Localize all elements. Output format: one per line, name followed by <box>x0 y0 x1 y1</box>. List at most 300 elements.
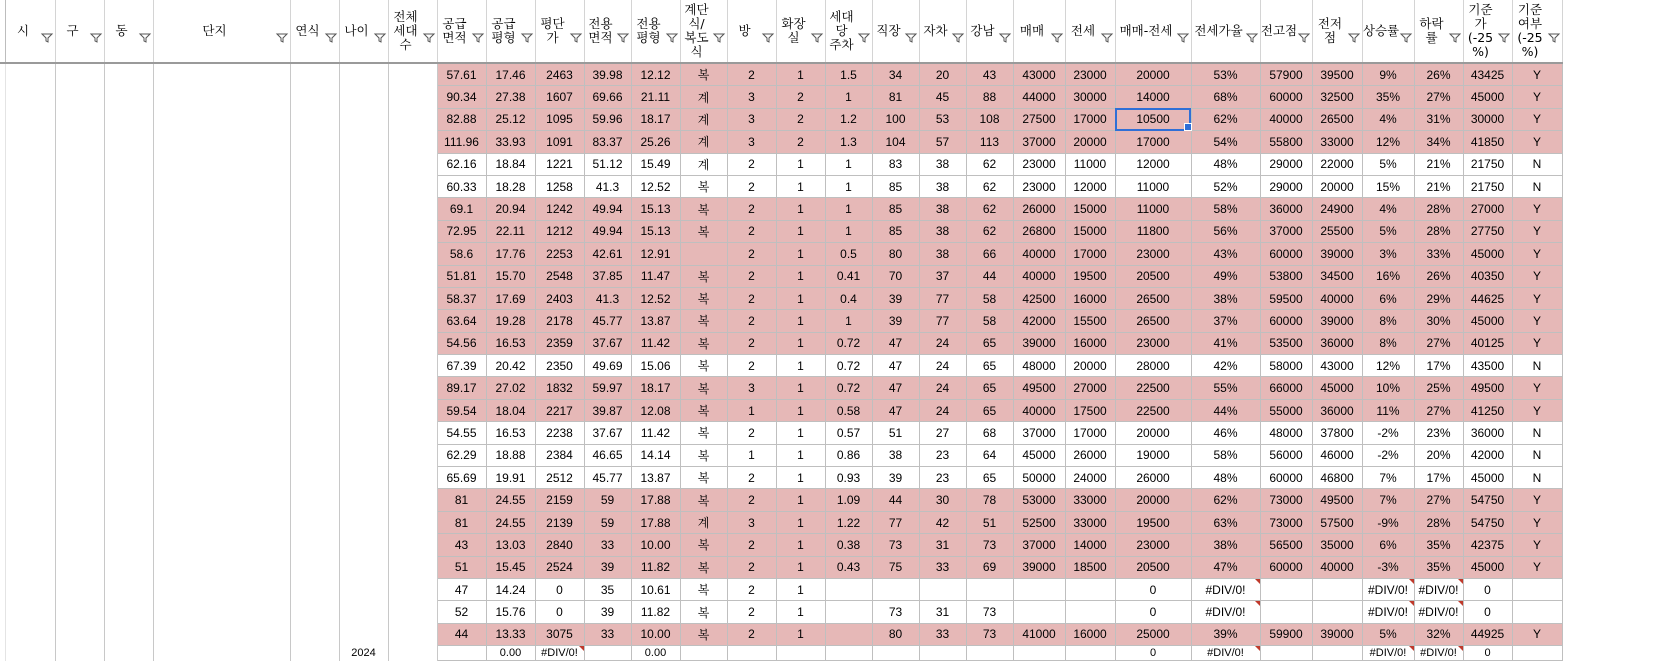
cell-jeongojeom[interactable]: 60000 <box>1260 86 1312 108</box>
cell-si[interactable] <box>5 489 55 511</box>
cell-gyedan[interactable]: 계 <box>680 108 727 130</box>
cell-jeon_m2[interactable]: 49.94 <box>584 220 631 242</box>
cell-sedae[interactable] <box>388 556 437 578</box>
filter-icon[interactable] <box>326 30 336 38</box>
cell-jeonse[interactable]: 17500 <box>1065 399 1115 421</box>
cell-jeongojeom[interactable]: 29000 <box>1260 175 1312 197</box>
cell-gong_py[interactable]: 17.76 <box>486 243 535 265</box>
cell-gu[interactable] <box>55 108 104 130</box>
cell-base_price[interactable]: 45000 <box>1463 310 1512 332</box>
cell-jeon_m2[interactable]: 59.97 <box>584 377 631 399</box>
cell-gap[interactable]: 22500 <box>1115 377 1191 399</box>
cell-maemae[interactable]: 39000 <box>1013 556 1065 578</box>
cell-jeon_m2[interactable]: 33 <box>584 534 631 556</box>
cell-dong[interactable] <box>104 175 153 197</box>
cell-jeonse[interactable]: 15500 <box>1065 310 1115 332</box>
cell-si[interactable] <box>5 198 55 220</box>
cell-jeonjeojeom[interactable] <box>1312 601 1362 623</box>
cell-gong_py[interactable]: 15.70 <box>486 265 535 287</box>
cell-gu[interactable] <box>55 467 104 489</box>
cell-maemae[interactable]: 26000 <box>1013 198 1065 220</box>
cell-jeonjeojeom[interactable]: 45000 <box>1312 377 1362 399</box>
cell-gong_m2[interactable]: 43 <box>437 534 486 556</box>
cell-gyedan[interactable]: 복 <box>680 467 727 489</box>
cell-jacha[interactable]: 53 <box>919 108 966 130</box>
column-header-up[interactable] <box>1362 0 1414 63</box>
cell-jeon_m2[interactable]: 45.77 <box>584 310 631 332</box>
cell-jacha[interactable]: 33 <box>919 623 966 645</box>
cell-gap[interactable]: 22500 <box>1115 399 1191 421</box>
cell-jeongojeom[interactable]: 53800 <box>1260 265 1312 287</box>
cell-bang[interactable]: 2 <box>727 332 776 354</box>
cell-pyeongdan[interactable]: #DIV/0! <box>535 646 584 661</box>
cell-base_price[interactable]: 36000 <box>1463 422 1512 444</box>
cell-jeon_py[interactable]: 25.26 <box>631 131 680 153</box>
cell-jeon_m2[interactable]: 39 <box>584 601 631 623</box>
cell-nai[interactable] <box>339 355 388 377</box>
cell-base_yn[interactable]: Y <box>1512 198 1562 220</box>
cell-jikjang[interactable]: 83 <box>872 153 919 175</box>
cell-si[interactable] <box>5 265 55 287</box>
cell-jeonse_rate[interactable]: 49% <box>1191 265 1260 287</box>
cell-danji[interactable] <box>153 377 290 399</box>
cell-danji[interactable] <box>153 310 290 332</box>
cell-bang[interactable]: 2 <box>727 243 776 265</box>
cell-gu[interactable] <box>55 556 104 578</box>
cell-jikjang[interactable]: 85 <box>872 175 919 197</box>
cell-pyeongdan[interactable]: 1221 <box>535 153 584 175</box>
cell-jeon_py[interactable]: 13.87 <box>631 467 680 489</box>
cell-jeon_py[interactable]: 11.42 <box>631 422 680 444</box>
cell-down[interactable]: 28% <box>1414 198 1463 220</box>
cell-gap[interactable]: 19000 <box>1115 444 1191 466</box>
cell-jeonse[interactable] <box>1065 646 1115 661</box>
cell-gong_py[interactable]: 17.46 <box>486 63 535 86</box>
cell-up[interactable]: 12% <box>1362 131 1414 153</box>
cell-jeon_py[interactable]: 15.06 <box>631 355 680 377</box>
cell-danji[interactable] <box>153 198 290 220</box>
cell-pyeongdan[interactable]: 2238 <box>535 422 584 444</box>
cell-maemae[interactable]: 48000 <box>1013 355 1065 377</box>
cell-gap[interactable]: 26000 <box>1115 467 1191 489</box>
column-header-dong[interactable] <box>104 0 153 63</box>
cell-down[interactable]: 35% <box>1414 534 1463 556</box>
cell-jeongojeom[interactable]: 40000 <box>1260 108 1312 130</box>
cell-jeon_py[interactable]: 11.47 <box>631 265 680 287</box>
cell-jeonse[interactable] <box>1065 601 1115 623</box>
cell-yeonsik[interactable] <box>290 623 339 645</box>
cell-gangnam[interactable]: 62 <box>966 198 1013 220</box>
cell-juchha[interactable]: 0.72 <box>825 377 872 399</box>
cell-jeonse_rate[interactable]: 68% <box>1191 86 1260 108</box>
cell-jeon_py[interactable]: 11.82 <box>631 601 680 623</box>
cell-down[interactable]: #DIV/0! <box>1414 601 1463 623</box>
cell-down[interactable]: 26% <box>1414 265 1463 287</box>
cell-jeon_m2[interactable]: 49.94 <box>584 198 631 220</box>
cell-danji[interactable] <box>153 86 290 108</box>
cell-si[interactable] <box>5 467 55 489</box>
cell-jikjang[interactable]: 51 <box>872 422 919 444</box>
cell-jeon_py[interactable]: 17.88 <box>631 511 680 533</box>
cell-sedae[interactable] <box>388 175 437 197</box>
cell-sedae[interactable] <box>388 310 437 332</box>
cell-jikjang[interactable]: 100 <box>872 108 919 130</box>
column-header-danji[interactable] <box>153 0 290 63</box>
cell-jacha[interactable]: 45 <box>919 86 966 108</box>
cell-dong[interactable] <box>104 153 153 175</box>
cell-jeonjeojeom[interactable]: 39500 <box>1312 63 1362 86</box>
cell-gu[interactable] <box>55 646 104 661</box>
cell-jeonse[interactable] <box>1065 578 1115 600</box>
cell-danji[interactable] <box>153 63 290 86</box>
cell-jeongojeom[interactable]: 37000 <box>1260 220 1312 242</box>
cell-gong_py[interactable]: 20.94 <box>486 198 535 220</box>
cell-jeonse_rate[interactable]: 46% <box>1191 422 1260 444</box>
cell-jeongojeom[interactable]: 59500 <box>1260 287 1312 309</box>
cell-sedae[interactable] <box>388 489 437 511</box>
cell-juchha[interactable]: 1 <box>825 86 872 108</box>
cell-gap[interactable]: 10500 <box>1115 108 1191 130</box>
cell-juchha[interactable]: 0.4 <box>825 287 872 309</box>
cell-base_yn[interactable]: N <box>1512 153 1562 175</box>
cell-jikjang[interactable]: 73 <box>872 601 919 623</box>
cell-dong[interactable] <box>104 646 153 661</box>
cell-yeonsik[interactable] <box>290 175 339 197</box>
cell-down[interactable]: #DIV/0! <box>1414 578 1463 600</box>
cell-hwajang[interactable]: 1 <box>776 534 825 556</box>
cell-pyeongdan[interactable]: 2159 <box>535 489 584 511</box>
cell-gap[interactable]: 12000 <box>1115 153 1191 175</box>
cell-down[interactable]: 32% <box>1414 623 1463 645</box>
cell-gong_m2[interactable]: 60.33 <box>437 175 486 197</box>
cell-gangnam[interactable]: 62 <box>966 175 1013 197</box>
cell-nai[interactable] <box>339 623 388 645</box>
cell-hwajang[interactable]: 1 <box>776 220 825 242</box>
cell-base_price[interactable]: 27000 <box>1463 198 1512 220</box>
cell-hwajang[interactable]: 2 <box>776 86 825 108</box>
cell-nai[interactable] <box>339 86 388 108</box>
cell-si[interactable] <box>5 332 55 354</box>
cell-jeonse_rate[interactable]: 41% <box>1191 332 1260 354</box>
cell-jikjang[interactable]: 39 <box>872 310 919 332</box>
cell-down[interactable]: 17% <box>1414 355 1463 377</box>
cell-base_yn[interactable]: Y <box>1512 265 1562 287</box>
cell-gong_py[interactable]: 13.03 <box>486 534 535 556</box>
filter-icon[interactable] <box>1349 30 1359 38</box>
cell-pyeongdan[interactable]: 1212 <box>535 220 584 242</box>
cell-jacha[interactable]: 38 <box>919 198 966 220</box>
cell-danji[interactable] <box>153 444 290 466</box>
column-header-jikjang[interactable] <box>872 0 919 63</box>
cell-base_price[interactable]: 40125 <box>1463 332 1512 354</box>
cell-jeon_m2[interactable]: 39.98 <box>584 63 631 86</box>
cell-jeongojeom[interactable]: 73000 <box>1260 511 1312 533</box>
column-header-gap[interactable] <box>1115 0 1191 63</box>
cell-bang[interactable]: 2 <box>727 265 776 287</box>
cell-dong[interactable] <box>104 131 153 153</box>
cell-juchha[interactable]: 1 <box>825 220 872 242</box>
cell-jeon_py[interactable]: 12.52 <box>631 175 680 197</box>
cell-dong[interactable] <box>104 556 153 578</box>
cell-juchha[interactable] <box>825 646 872 661</box>
cell-jeongojeom[interactable]: 53500 <box>1260 332 1312 354</box>
cell-hwajang[interactable]: 1 <box>776 623 825 645</box>
cell-jikjang[interactable]: 34 <box>872 63 919 86</box>
filter-icon[interactable] <box>473 30 483 38</box>
cell-jeonjeojeom[interactable]: 46000 <box>1312 444 1362 466</box>
cell-nai[interactable] <box>339 332 388 354</box>
cell-yeonsik[interactable] <box>290 444 339 466</box>
filter-icon[interactable] <box>1052 30 1062 38</box>
column-header-sedae[interactable] <box>388 0 437 63</box>
cell-maemae[interactable]: 42500 <box>1013 287 1065 309</box>
cell-jeonse[interactable]: 18500 <box>1065 556 1115 578</box>
cell-gap[interactable]: 23000 <box>1115 534 1191 556</box>
fill-handle[interactable] <box>1184 123 1192 131</box>
cell-maemae[interactable]: 26800 <box>1013 220 1065 242</box>
cell-down[interactable]: 35% <box>1414 556 1463 578</box>
cell-dong[interactable] <box>104 108 153 130</box>
cell-danji[interactable] <box>153 265 290 287</box>
cell-jeon_py[interactable]: 12.91 <box>631 243 680 265</box>
cell-jacha[interactable]: 77 <box>919 310 966 332</box>
cell-si[interactable] <box>5 534 55 556</box>
filter-icon[interactable] <box>763 30 773 38</box>
cell-yeonsik[interactable] <box>290 399 339 421</box>
cell-gong_py[interactable]: 0.00 <box>486 646 535 661</box>
column-header-down[interactable] <box>1414 0 1463 63</box>
cell-sedae[interactable] <box>388 601 437 623</box>
cell-gyedan[interactable]: 복 <box>680 623 727 645</box>
cell-gyedan[interactable]: 복 <box>680 198 727 220</box>
cell-hwajang[interactable]: 2 <box>776 108 825 130</box>
cell-base_yn[interactable]: Y <box>1512 511 1562 533</box>
cell-up[interactable]: 6% <box>1362 534 1414 556</box>
cell-sedae[interactable] <box>388 623 437 645</box>
cell-down[interactable]: 21% <box>1414 153 1463 175</box>
cell-gong_m2[interactable]: 81 <box>437 489 486 511</box>
cell-dong[interactable] <box>104 355 153 377</box>
filter-icon[interactable] <box>859 30 869 38</box>
cell-pyeongdan[interactable]: 2512 <box>535 467 584 489</box>
cell-gap[interactable]: 23000 <box>1115 332 1191 354</box>
cell-base_price[interactable]: 30000 <box>1463 108 1512 130</box>
cell-sedae[interactable] <box>388 220 437 242</box>
cell-gu[interactable] <box>55 287 104 309</box>
cell-down[interactable]: 28% <box>1414 220 1463 242</box>
cell-gu[interactable] <box>55 175 104 197</box>
cell-gap[interactable]: 26500 <box>1115 287 1191 309</box>
filter-icon[interactable] <box>1102 30 1112 38</box>
cell-jeon_m2[interactable]: 37.85 <box>584 265 631 287</box>
cell-pyeongdan[interactable]: 2840 <box>535 534 584 556</box>
cell-dong[interactable] <box>104 287 153 309</box>
cell-down[interactable]: 27% <box>1414 399 1463 421</box>
cell-base_yn[interactable]: Y <box>1512 399 1562 421</box>
cell-bang[interactable]: 2 <box>727 153 776 175</box>
cell-base_yn[interactable]: Y <box>1512 332 1562 354</box>
cell-jeonjeojeom[interactable]: 20000 <box>1312 175 1362 197</box>
cell-jacha[interactable]: 77 <box>919 287 966 309</box>
cell-pyeongdan[interactable]: 2139 <box>535 511 584 533</box>
cell-pyeongdan[interactable]: 0 <box>535 601 584 623</box>
cell-bang[interactable]: 2 <box>727 556 776 578</box>
cell-dong[interactable] <box>104 332 153 354</box>
cell-pyeongdan[interactable]: 2217 <box>535 399 584 421</box>
cell-jeon_py[interactable]: 18.17 <box>631 377 680 399</box>
cell-base_yn[interactable]: Y <box>1512 63 1562 86</box>
cell-jeongojeom[interactable]: 59900 <box>1260 623 1312 645</box>
cell-jacha[interactable]: 57 <box>919 131 966 153</box>
cell-gong_py[interactable]: 17.69 <box>486 287 535 309</box>
cell-gap[interactable]: 28000 <box>1115 355 1191 377</box>
cell-gong_py[interactable]: 18.88 <box>486 444 535 466</box>
cell-up[interactable]: 5% <box>1362 623 1414 645</box>
cell-gap[interactable]: 11000 <box>1115 198 1191 220</box>
cell-jeonse[interactable]: 12000 <box>1065 175 1115 197</box>
cell-si[interactable] <box>5 422 55 444</box>
cell-gong_py[interactable]: 27.38 <box>486 86 535 108</box>
cell-hwajang[interactable]: 1 <box>776 422 825 444</box>
cell-jeonjeojeom[interactable] <box>1312 578 1362 600</box>
cell-bang[interactable]: 3 <box>727 377 776 399</box>
cell-gap[interactable]: 20000 <box>1115 63 1191 86</box>
cell-si[interactable] <box>5 175 55 197</box>
cell-hwajang[interactable]: 1 <box>776 265 825 287</box>
cell-jeonse_rate[interactable]: 44% <box>1191 399 1260 421</box>
cell-down[interactable]: #DIV/0! <box>1414 646 1463 661</box>
cell-base_yn[interactable]: Y <box>1512 623 1562 645</box>
cell-sedae[interactable] <box>388 198 437 220</box>
cell-bang[interactable]: 2 <box>727 623 776 645</box>
cell-base_yn[interactable]: N <box>1512 467 1562 489</box>
cell-nai[interactable] <box>339 287 388 309</box>
cell-jeonse_rate[interactable]: 47% <box>1191 556 1260 578</box>
cell-gu[interactable] <box>55 131 104 153</box>
cell-gap[interactable]: 0 <box>1115 601 1191 623</box>
cell-jeongojeom[interactable]: 29000 <box>1260 153 1312 175</box>
cell-jeon_py[interactable]: 15.49 <box>631 153 680 175</box>
cell-gong_py[interactable]: 18.28 <box>486 175 535 197</box>
cell-gangnam[interactable]: 65 <box>966 332 1013 354</box>
cell-sedae[interactable] <box>388 399 437 421</box>
cell-sedae[interactable] <box>388 287 437 309</box>
cell-gong_m2[interactable]: 58.37 <box>437 287 486 309</box>
cell-hwajang[interactable]: 1 <box>776 601 825 623</box>
cell-hwajang[interactable] <box>776 646 825 661</box>
cell-hwajang[interactable]: 1 <box>776 153 825 175</box>
filter-icon[interactable] <box>667 30 677 38</box>
column-header-maemae[interactable] <box>1013 0 1065 63</box>
cell-hwajang[interactable]: 1 <box>776 556 825 578</box>
cell-yeonsik[interactable] <box>290 265 339 287</box>
cell-gong_m2[interactable]: 90.34 <box>437 86 486 108</box>
cell-jeongojeom[interactable]: 60000 <box>1260 467 1312 489</box>
filter-icon[interactable] <box>140 30 150 38</box>
column-header-jeon_m2[interactable] <box>584 0 631 63</box>
cell-jeon_py[interactable]: 10.00 <box>631 623 680 645</box>
cell-pyeongdan[interactable]: 2403 <box>535 287 584 309</box>
cell-gap[interactable]: 19500 <box>1115 511 1191 533</box>
cell-jeongojeom[interactable]: 55800 <box>1260 131 1312 153</box>
cell-up[interactable]: -2% <box>1362 444 1414 466</box>
cell-jikjang[interactable]: 47 <box>872 377 919 399</box>
cell-gangnam[interactable]: 65 <box>966 399 1013 421</box>
cell-yeonsik[interactable] <box>290 86 339 108</box>
cell-maemae[interactable]: 23000 <box>1013 175 1065 197</box>
cell-hwajang[interactable]: 1 <box>776 332 825 354</box>
cell-jeon_m2[interactable]: 45.77 <box>584 467 631 489</box>
cell-maemae[interactable]: 40000 <box>1013 399 1065 421</box>
cell-jacha[interactable]: 38 <box>919 243 966 265</box>
cell-jeonse[interactable]: 24000 <box>1065 467 1115 489</box>
cell-si[interactable] <box>5 556 55 578</box>
cell-gap[interactable]: 14000 <box>1115 86 1191 108</box>
cell-gangnam[interactable]: 58 <box>966 287 1013 309</box>
cell-jeonjeojeom[interactable]: 24900 <box>1312 198 1362 220</box>
filter-icon[interactable] <box>277 30 287 38</box>
cell-dong[interactable] <box>104 511 153 533</box>
cell-base_yn[interactable]: N <box>1512 175 1562 197</box>
cell-maemae[interactable]: 43000 <box>1013 63 1065 86</box>
cell-jeongojeom[interactable]: 58000 <box>1260 355 1312 377</box>
cell-up[interactable]: 10% <box>1362 377 1414 399</box>
cell-base_price[interactable]: 45000 <box>1463 86 1512 108</box>
cell-yeonsik[interactable] <box>290 377 339 399</box>
cell-danji[interactable] <box>153 243 290 265</box>
cell-danji[interactable] <box>153 578 290 600</box>
cell-gyedan[interactable]: 복 <box>680 63 727 86</box>
cell-jikjang[interactable]: 77 <box>872 511 919 533</box>
cell-base_price[interactable]: 40350 <box>1463 265 1512 287</box>
cell-sedae[interactable] <box>388 578 437 600</box>
cell-danji[interactable] <box>153 511 290 533</box>
cell-jeon_py[interactable]: 18.17 <box>631 108 680 130</box>
cell-maemae[interactable]: 50000 <box>1013 467 1065 489</box>
cell-jikjang[interactable]: 80 <box>872 243 919 265</box>
cell-gong_m2[interactable]: 62.16 <box>437 153 486 175</box>
cell-juchha[interactable]: 0.72 <box>825 355 872 377</box>
cell-maemae[interactable]: 23000 <box>1013 153 1065 175</box>
column-header-gu[interactable] <box>55 0 104 63</box>
cell-jeongojeom[interactable]: 56000 <box>1260 444 1312 466</box>
cell-nai[interactable] <box>339 131 388 153</box>
cell-bang[interactable]: 2 <box>727 467 776 489</box>
cell-up[interactable]: -3% <box>1362 556 1414 578</box>
cell-gyedan[interactable]: 복 <box>680 310 727 332</box>
cell-jeon_py[interactable]: 12.12 <box>631 63 680 86</box>
cell-gyedan[interactable]: 복 <box>680 534 727 556</box>
cell-bang[interactable]: 3 <box>727 108 776 130</box>
cell-jacha[interactable]: 38 <box>919 153 966 175</box>
cell-jacha[interactable]: 27 <box>919 422 966 444</box>
cell-gap[interactable]: 0 <box>1115 646 1191 661</box>
cell-yeonsik[interactable] <box>290 489 339 511</box>
cell-jeonse_rate[interactable]: 58% <box>1191 198 1260 220</box>
cell-jeon_m2[interactable]: 41.3 <box>584 287 631 309</box>
cell-maemae[interactable]: 37000 <box>1013 534 1065 556</box>
cell-gap[interactable]: 26500 <box>1115 310 1191 332</box>
cell-jeonse[interactable]: 33000 <box>1065 511 1115 533</box>
cell-danji[interactable] <box>153 175 290 197</box>
cell-base_price[interactable]: 21750 <box>1463 153 1512 175</box>
cell-nai[interactable] <box>339 220 388 242</box>
cell-gyedan[interactable]: 복 <box>680 444 727 466</box>
cell-nai[interactable] <box>339 198 388 220</box>
column-header-jeonse[interactable] <box>1065 0 1115 63</box>
cell-hwajang[interactable]: 1 <box>776 63 825 86</box>
cell-gong_m2[interactable]: 59.54 <box>437 399 486 421</box>
